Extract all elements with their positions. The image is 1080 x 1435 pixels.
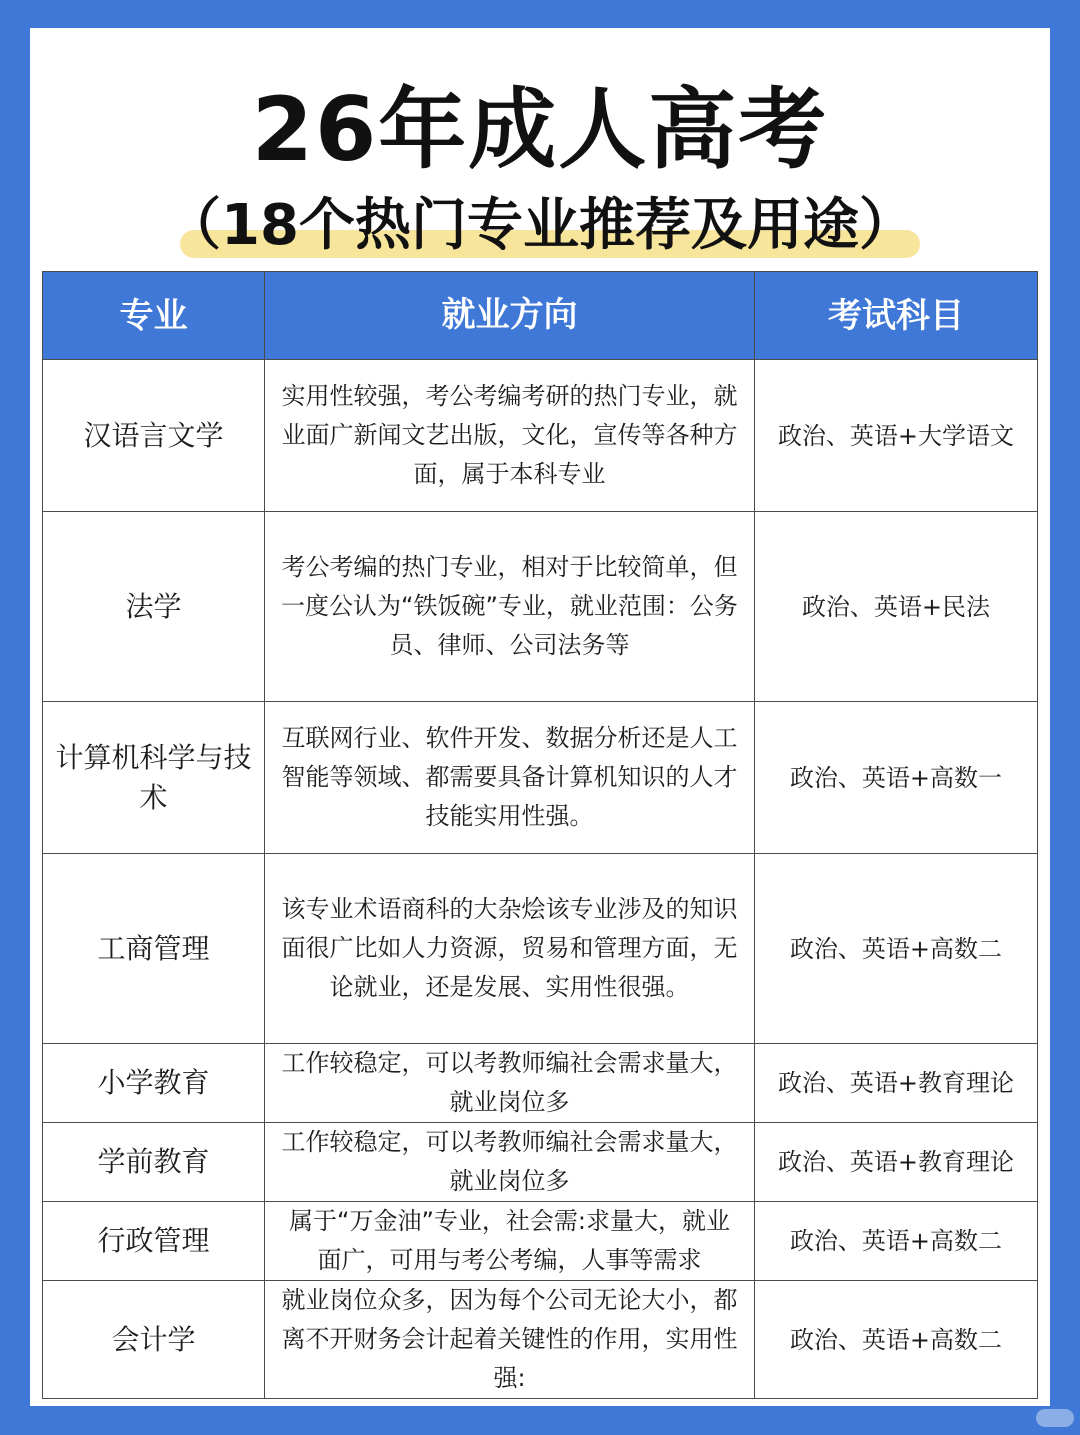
major-cell: 行政管理	[43, 1202, 265, 1281]
table-row	[43, 1281, 1038, 1399]
career-cell: 实用性较强，考公考编考研的热门专业，就业面广新闻文艺出版，文化，宣传等各种方面，属于本科专业	[265, 360, 755, 512]
exam-cell: 政治、英语+大学语文	[755, 360, 1038, 512]
major-cell: 工商管理	[43, 854, 265, 1044]
table-header-row	[43, 272, 1038, 360]
career-cell: 就业岗位众多，因为每个公司无论大小，都离不开财务会计起着关键性的作用，实用性强:	[265, 1281, 755, 1399]
table-row	[43, 1202, 1038, 1281]
header-career: 就业方向	[265, 272, 755, 360]
career-cell: 该专业术语商科的大杂烩该专业涉及的知识面很广比如人力资源，贸易和管理方面，无论就业，还是发展、实用性很强。	[265, 854, 755, 1044]
page-subtitle: （18个热门专业推荐及用途）	[165, 193, 915, 258]
exam-cell: 政治、英语+民法	[755, 512, 1038, 702]
majors-table	[42, 271, 1038, 1399]
career-cell: 工作较稳定，可以考教师编社会需求量大，就业岗位多	[265, 1044, 755, 1123]
career-cell: 属于“万金油”专业，社会需:求量大，就业面广，可用与考公考编，人事等需求	[265, 1202, 755, 1281]
major-cell: 计算机科学与技术	[43, 702, 265, 854]
major-cell: 学前教育	[43, 1123, 265, 1202]
table-row	[43, 512, 1038, 702]
table-row	[43, 854, 1038, 1044]
table-row	[43, 1044, 1038, 1123]
major-cell: 汉语言文学	[43, 360, 265, 512]
header-exam: 考试科目	[755, 272, 1038, 360]
header-major: 专业	[43, 272, 265, 360]
career-cell: 工作较稳定，可以考教师编社会需求量大，就业岗位多	[265, 1123, 755, 1202]
watermark-badge	[1036, 1409, 1074, 1427]
exam-cell: 政治、英语+高数二	[755, 854, 1038, 1044]
page-title: 26年成人高考	[251, 78, 829, 181]
major-cell: 小学教育	[43, 1044, 265, 1123]
exam-cell: 政治、英语+高数二	[755, 1281, 1038, 1399]
major-cell: 会计学	[43, 1281, 265, 1399]
table-row	[43, 360, 1038, 512]
exam-cell: 政治、英语+教育理论	[755, 1044, 1038, 1123]
major-cell: 法学	[43, 512, 265, 702]
table-row	[43, 702, 1038, 854]
table-row	[43, 1123, 1038, 1202]
exam-cell: 政治、英语+高数二	[755, 1202, 1038, 1281]
career-cell: 互联网行业、软件开发、数据分析还是人工智能等领域、都需要具备计算机知识的人才技能实用性强。	[265, 702, 755, 854]
career-cell: 考公考编的热门专业，相对于比较简单，但一度公认为“铁饭碗”专业，就业范围：公务员、律师、公司法务等	[265, 512, 755, 702]
exam-cell: 政治、英语+教育理论	[755, 1123, 1038, 1202]
exam-cell: 政治、英语+高数一	[755, 702, 1038, 854]
subtitle-block	[0, 188, 1080, 268]
